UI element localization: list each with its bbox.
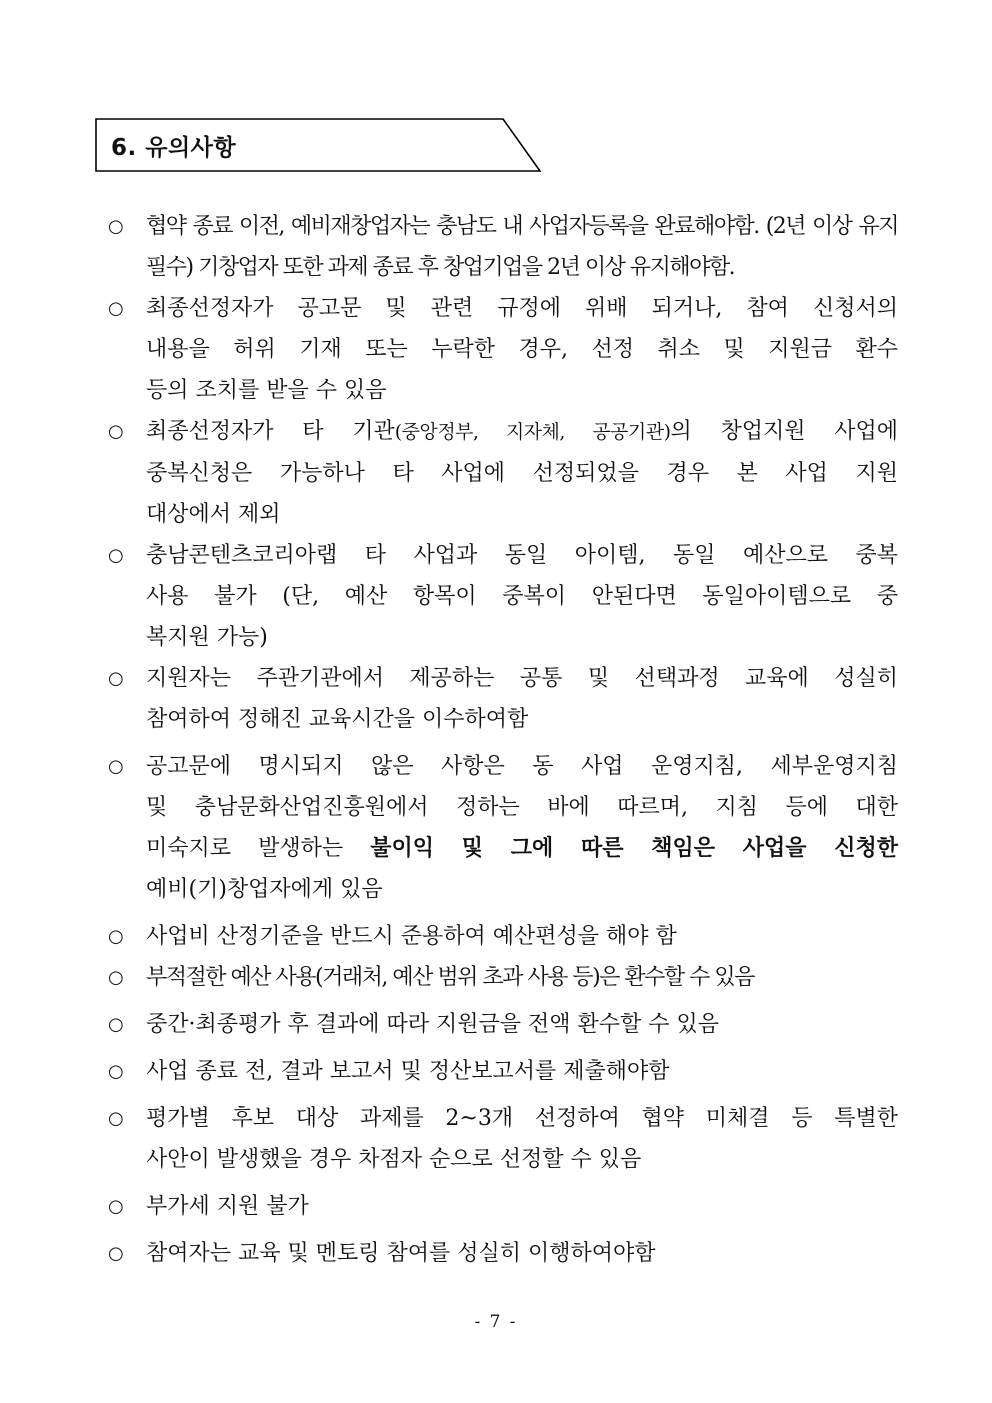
item-text-small: (중앙정부, 지자체, 공공기관) — [394, 421, 671, 443]
item-line: 필수) 기창업자 또한 과제 종료 후 창업기업을 2년 이상 유지해야함. — [146, 255, 735, 280]
circle-bullet-icon: ○ — [108, 756, 124, 777]
circle-bullet-icon: ○ — [108, 1243, 124, 1264]
item-line: 중간·최종평가 후 결과에 따라 지원금을 전액 환수할 수 있음 — [146, 1012, 719, 1037]
circle-bullet-icon: ○ — [108, 967, 124, 988]
section-title: 6. 유의사항 — [111, 135, 237, 161]
item-line: 사업 종료 전, 결과 보고서 및 정산보고서를 제출해야함 — [146, 1059, 670, 1084]
item-line: 사용 불가 (단, 예산 항목이 중복이 안된다면 동일아이템으로 중 — [146, 584, 898, 609]
list-item — [108, 1098, 898, 1180]
item-line: 중복신청은 가능하나 타 사업에 선정되었을 경우 본 사업 지원 — [146, 461, 898, 486]
list-item — [108, 746, 898, 910]
list-item — [108, 411, 898, 535]
circle-bullet-icon: ○ — [108, 545, 124, 566]
item-line — [146, 411, 898, 453]
item-line: 평가별 후보 대상 과제를 2~3개 선정하여 협약 미체결 등 특별한 — [146, 1106, 898, 1131]
item-line — [146, 828, 898, 869]
list-item — [108, 1004, 898, 1045]
section-header — [95, 118, 541, 172]
item-text: 미숙지로 발생하는 — [146, 836, 371, 861]
list-item — [108, 206, 898, 288]
list-item — [108, 535, 898, 658]
item-line: 대상에서 제외 — [146, 502, 281, 527]
item-line: 복지원 가능) — [146, 625, 268, 650]
circle-bullet-icon: ○ — [108, 1196, 124, 1217]
circle-bullet-icon: ○ — [108, 298, 124, 319]
circle-bullet-icon: ○ — [108, 1061, 124, 1082]
item-line: 참여하여 정해진 교육시간을 이수하여함 — [146, 707, 529, 732]
list-item — [108, 916, 898, 957]
circle-bullet-icon: ○ — [108, 421, 124, 442]
circle-bullet-icon: ○ — [108, 1014, 124, 1035]
circle-bullet-icon: ○ — [108, 216, 124, 237]
item-line: 부적절한 예산 사용(거래처, 예산 범위 초과 사용 등)은 환수할 수 있음 — [146, 965, 754, 990]
list-item — [108, 1051, 898, 1092]
circle-bullet-icon: ○ — [108, 926, 124, 947]
list-item — [108, 957, 898, 998]
item-line: 지원자는 주관기관에서 제공하는 공통 및 선택과정 교육에 성실히 — [146, 666, 898, 691]
item-line: 공고문에 명시되지 않은 사항은 동 사업 운영지침, 세부운영지침 — [146, 754, 898, 779]
item-line-bold: 예비(기)창업자에게 있음 — [146, 877, 383, 902]
notice-list — [108, 206, 898, 1274]
item-line: 최종선정자가 공고문 및 관련 규정에 위배 되거나, 참여 신청서의 — [146, 296, 898, 321]
circle-bullet-icon: ○ — [108, 668, 124, 689]
circle-bullet-icon: ○ — [108, 1108, 124, 1129]
page-number: - 7 - — [474, 1312, 518, 1332]
item-text: 의 창업지원 사업에 — [670, 419, 898, 444]
list-item — [108, 1186, 898, 1227]
item-text-bold: 불이익 및 그에 따른 책임은 사업을 신청한 — [370, 835, 898, 861]
item-line: 사안이 발생했을 경우 차점자 순으로 선정할 수 있음 — [146, 1147, 642, 1172]
item-line: 부가세 지원 불가 — [146, 1194, 309, 1219]
list-item — [108, 288, 898, 411]
item-line: 내용을 허위 기재 또는 누락한 경우, 선정 취소 및 지원금 환수 — [146, 337, 898, 362]
item-line: 참여자는 교육 및 멘토링 참여를 성실히 이행하여야함 — [146, 1241, 656, 1266]
item-line: 및 충남문화산업진흥원에서 정하는 바에 따르며, 지침 등에 대한 — [146, 795, 898, 820]
item-line: 사업비 산정기준을 반드시 준용하여 예산편성을 해야 함 — [146, 924, 677, 949]
list-item — [108, 658, 898, 740]
list-item — [108, 1233, 898, 1274]
item-line: 등의 조치를 받을 수 있음 — [146, 378, 387, 403]
item-line: 협약 종료 이전, 예비재창업자는 충남도 내 사업자등록을 완료해야함. (2년 이상 유지 — [146, 214, 898, 239]
item-line: 충남콘텐츠코리아랩 타 사업과 동일 아이템, 동일 예산으로 중복 — [146, 543, 898, 568]
item-text: 최종선정자가 타 기관 — [146, 419, 395, 444]
